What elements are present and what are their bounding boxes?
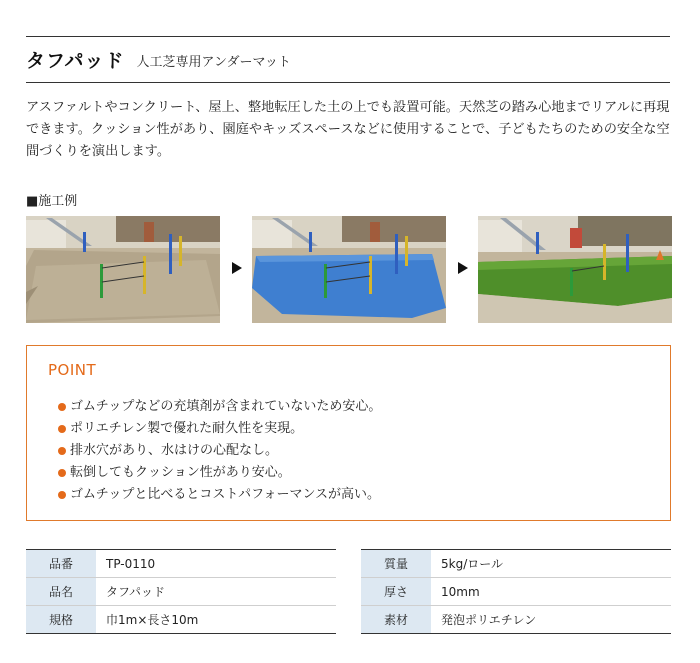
page-subtitle: 人工芝専用アンダーマット xyxy=(136,55,291,70)
spec-table-left xyxy=(26,549,336,634)
spec-value: TP-0110 xyxy=(96,550,336,578)
table-row xyxy=(361,550,671,578)
example-photo-turf xyxy=(478,216,672,323)
spec-value: タフパッド xyxy=(96,578,336,606)
bullet-icon xyxy=(58,469,66,477)
list-item: 排水穴があり、水はけの心配なし。 xyxy=(58,440,381,462)
list-item: ゴムチップと比べるとコストパフォーマンスが高い。 xyxy=(58,484,381,506)
page-title: タフパッド xyxy=(26,50,125,72)
table-row xyxy=(26,578,336,606)
spec-key: 品名 xyxy=(26,578,96,606)
example-photo-mat xyxy=(252,216,446,323)
example-section-label: ■施工例 xyxy=(26,194,78,209)
bullet-icon xyxy=(58,447,66,455)
list-item: ポリエチレン製で優れた耐久性を実現。 xyxy=(58,418,381,440)
point-box xyxy=(26,345,671,521)
list-item: 転倒してもクッション性があり安心。 xyxy=(58,462,381,484)
table-row xyxy=(361,606,671,634)
spec-key: 質量 xyxy=(361,550,431,578)
spec-key: 品番 xyxy=(26,550,96,578)
table-row xyxy=(361,578,671,606)
list-item: ゴムチップなどの充填剤が含まれていないため安心。 xyxy=(58,396,381,418)
table-row xyxy=(26,606,336,634)
spec-key: 素材 xyxy=(361,606,431,634)
spec-key: 規格 xyxy=(26,606,96,634)
bullet-icon xyxy=(58,403,66,411)
spec-value: 発泡ポリエチレン xyxy=(431,606,671,634)
table-row xyxy=(26,550,336,578)
page-header xyxy=(26,36,670,83)
spec-table-right xyxy=(361,549,671,634)
bullet-icon xyxy=(58,425,66,433)
spec-key: 厚さ xyxy=(361,578,431,606)
point-list xyxy=(58,396,381,506)
bullet-icon xyxy=(58,491,66,499)
example-photo-soil xyxy=(26,216,220,323)
spec-value: 巾1m×長さ10m xyxy=(96,606,336,634)
point-title: POINT xyxy=(48,361,97,379)
spec-value: 10mm xyxy=(431,578,671,606)
arrow-right-icon xyxy=(232,262,242,274)
arrow-right-icon xyxy=(458,262,468,274)
spec-value: 5kg/ロール xyxy=(431,550,671,578)
product-description: アスファルトやコンクリート、屋上、整地転圧した土の上でも設置可能。天然芝の踏み心地までリアルに再現できます。クッション性があり、園庭やキッズスペースなどに使用することで、子どもたちのための安全な空間づくりを演出します。 xyxy=(26,100,670,159)
